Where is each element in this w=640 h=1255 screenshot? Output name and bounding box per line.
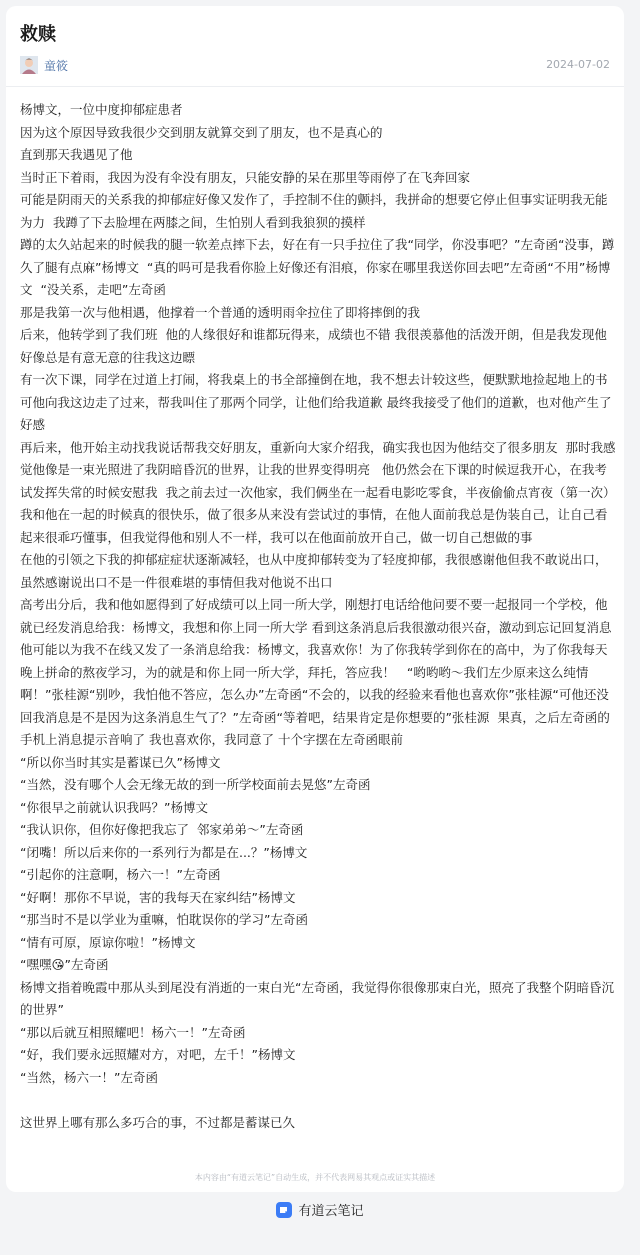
paragraph: 杨博文，一位中度抑郁症患者 [20, 102, 183, 117]
paragraph: “闭嘴！所以后来你的一系列行为都是在...？”杨博文 [20, 844, 308, 860]
note-date: 2024-07-02 [546, 58, 610, 71]
paragraph: 在他的引领之下我的抑郁症症状逐渐减轻，也从中度抑郁转变为了轻度抑郁，我很感谢他但我不敢说出口，虽然感谢说出口不是一件很难堪的事情但我对他说不出口 [20, 552, 608, 590]
author-name[interactable]: 童筱 [44, 59, 69, 73]
paragraph: 有一次下课，同学在过道上打闹，将我桌上的书全部撞倒在地，我不想去计较这些，便默默地捡起地上的书 可他向我这边走了过来，帮我叫住了那两个同学，让他们给我道歉 最终我接受了他们的道歉，也对他产生了好感 [20, 372, 612, 432]
paragraph: 再后来，他开始主动找我说话帮我交好朋友，重新向大家介绍我，确实我也因为他结交了很多朋友 那时我感觉他像是一束光照进了我阴暗昏沉的世界，让我的世界变得明亮 他仍然会在下课的时候逗我开心，在我考试发挥失常的时候安慰我 我之前去过一次他家，我们俩坐在一起看电影吃零食，半夜偷偷点宵夜（第一次）我和他在一起的时候真的很快乐，做了很多从来没有尝试过的事情，在他人面前我总是伪装自己，让自己看起来很乖巧懂事，但我觉得他和别人不一样，我可以在他面前放开自己，做一切自己想做的事 [20, 439, 616, 545]
note-title: 救赎 [20, 24, 56, 45]
brand-link[interactable] [276, 1200, 363, 1219]
paragraph: “嘿嘿😘”左奇函 [20, 957, 109, 972]
paragraph: “那以后就互相照耀吧！杨六一！”左奇函 [20, 1024, 246, 1040]
author-avatar[interactable] [20, 56, 38, 74]
paragraph: 蹲的太久站起来的时候我的腿一软差点摔下去，好在有一只手拉住了我“同学，你没事吧？”左奇函“没事，蹲久了腿有点麻”杨博文 “真的吗可是我看你脸上好像还有泪痕，你家在哪里我送你回去吧”左奇函“不用”杨博文 “没关系，走吧”左奇函 [20, 237, 615, 297]
paragraph: 杨博文指着晚霞中那从头到尾没有消逝的一束白光“左奇函，我觉得你很像那束白光，照亮了我整个阴暗昏沉的世界” [20, 979, 614, 1017]
paragraph: 后来，他转学到了我们班 他的人缘很好和谁都玩得来，成绩也不错 我很羡慕他的活泼开朗，但是我发现他好像总是有意无意的往我这边瞟 [20, 327, 607, 365]
header-divider [6, 86, 624, 87]
blank-line [20, 1089, 618, 1112]
paragraph: 那是我第一次与他相遇，他撑着一个普通的透明雨伞拉住了即将摔倒的我 [20, 304, 421, 320]
paragraph: “当然，杨六一！”左奇函 [20, 1069, 158, 1085]
footer [0, 1200, 640, 1226]
paragraph: 因为这个原因导致我很少交到朋友就算交到了朋友，也不是真心的 [20, 124, 383, 140]
brand-name: 有道云笔记 [298, 1204, 364, 1219]
paragraph: “引起你的注意啊，杨六一！”左奇函 [20, 867, 221, 882]
note-meta [20, 56, 610, 76]
youdao-note-logo-icon [276, 1202, 292, 1218]
paragraph: “当然，没有哪个人会无缘无故的到一所学校面前去晃悠”左奇函 [20, 777, 371, 792]
note-card [6, 6, 628, 1192]
paragraph: 可能是阴雨天的关系我的抑郁症好像又发作了，手控制不住的颤抖，我拼命的想要它停止但事实证明我无能为力 我蹲了下去脸埋在两膝之间，生怕别人看到我狼狈的摸样 [20, 192, 608, 230]
avatar-image-icon [20, 56, 38, 74]
paragraph: 这世界上哪有那么多巧合的事，不过都是蓄谋已久 [20, 1114, 296, 1130]
paragraph: “好啊！那你不早说，害的我每天在家纠结”杨博文 [20, 889, 296, 905]
paragraph: “你很早之前就认识我吗？”杨博文 [20, 799, 208, 815]
disclaimer-text: 本内容由“有道云笔记”自动生成，并不代表网易其观点或证实其描述 [194, 1173, 436, 1182]
paragraph: 当时正下着雨，我因为没有伞没有朋友，只能安静的呆在那里等雨停了在飞奔回家 [20, 169, 471, 185]
paragraph: 直到那天我遇见了他 [20, 147, 133, 162]
paragraph: “好，我们要永远照耀对方，对吧，左千！”杨博文 [20, 1047, 296, 1062]
paragraph: “那当时不是以学业为重嘛，怕耽误你的学习”左奇函 [20, 912, 308, 927]
note-content [20, 99, 628, 1134]
paragraph: “情有可原，原谅你啦！”杨博文 [20, 934, 196, 950]
paragraph: “我认识你，但你好像把我忘了 邻家弟弟～”左奇函 [20, 822, 304, 837]
paragraph: “所以你当时其实是蓄谋已久”杨博文 [20, 754, 221, 770]
paragraph: 高考出分后，我和他如愿得到了好成绩可以上同一所大学，刚想打电话给他问要不要一起报同一个学校，他就已经发消息给我：杨博文，我想和你上同一所大学 看到这条消息后我很激动很兴奋，激动到忘记回复消息 他可能以为我不在线又发了一条消息给我：杨博文，我喜欢你！为了你我转学到你在的高中，为了你我每天晚上拼命的熬夜学习，为的就是和你上同一所大学，拜托，答应我！ “哟哟哟～我们左少原来这么纯情啊！”张桂源“别吵，我怕他不答应，怎么办”左奇函“不会的，以我的经验来看他也喜欢你”张桂源“可他还没回我消息是不是因为这条消息生气了？”左奇函“等着吧，结果肯定是你想要的”张桂源 果真，之后左奇函的手机上消息提示音响了 我也喜欢你，我同意了 十个字摆在左奇函眼前 [20, 597, 628, 747]
